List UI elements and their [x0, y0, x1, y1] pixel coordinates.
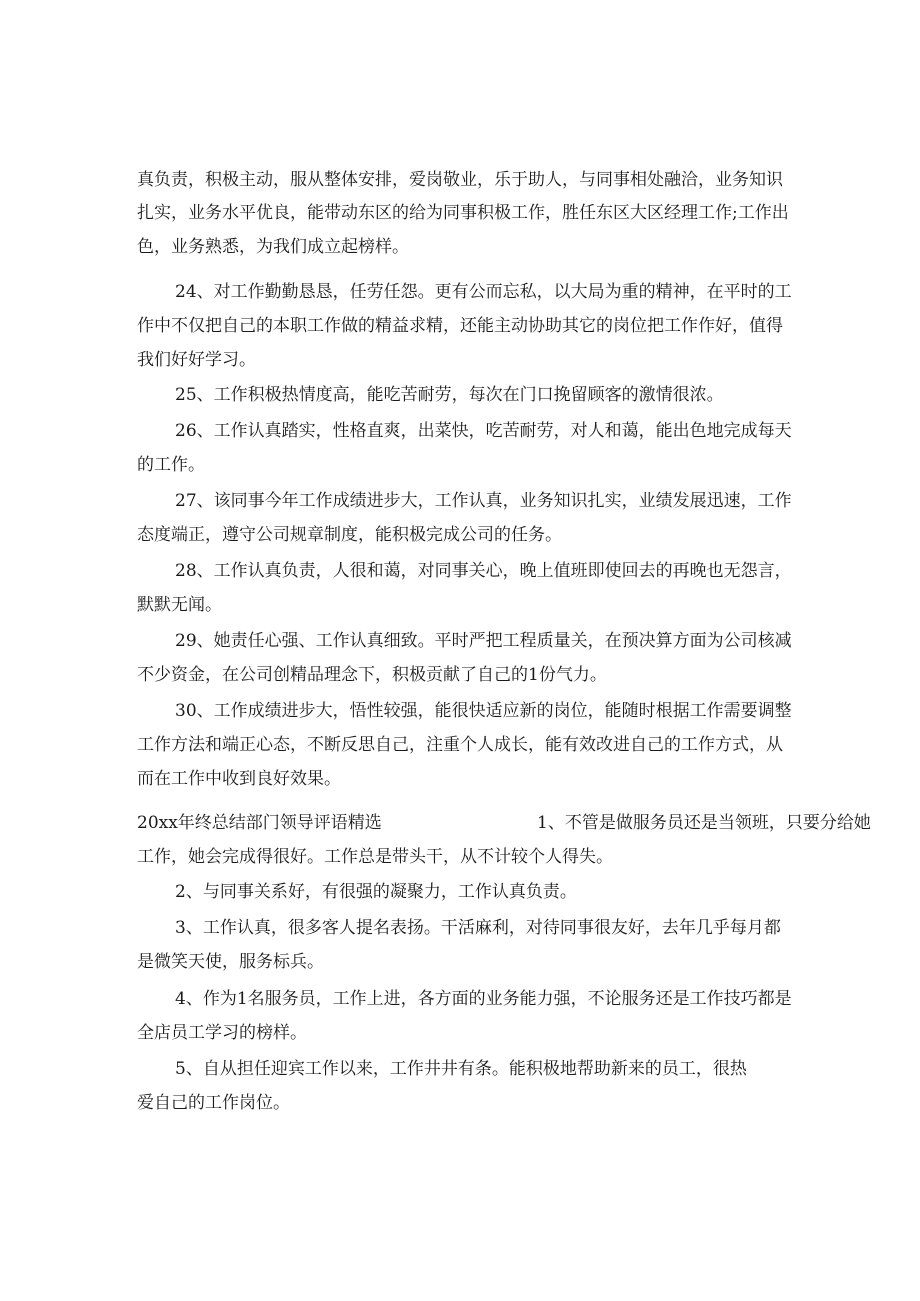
paragraph-26-line: 26、工作认真踏实，性格直爽，出菜快，吃苦耐劳，对人和蔼，能出色地完成每天 [175, 421, 792, 441]
text-line: 扎实，业务水平优良，能带动东区的给为同事积极工作，胜任东区大区经理工作;工作出 [137, 203, 789, 223]
text-line: 色，业务熟悉，为我们成立起榜样。 [137, 237, 409, 257]
item-2-line: 2、与同事关系好，有很强的凝聚力，工作认真负责。 [175, 882, 577, 902]
paragraph-27-line: 27、该同事今年工作成绩进步大，工作认真，业务知识扎实，业绩发展迅速，工作 [175, 491, 792, 511]
text-line: 是微笑天使，服务标兵。 [137, 952, 324, 972]
text-line: 的工作。 [137, 455, 205, 475]
text-line: 工作方法和端正心态，不断反思自己，注重个人成长，能有效改进自己的工作方式，从 [137, 735, 783, 755]
text-line: 不少资金，在公司创精品理念下，积极贡献了自己的1份气力。 [137, 665, 607, 685]
text-line: 全店员工学习的榜样。 [137, 1023, 307, 1043]
text-line: 作中不仅把自己的本职工作做的精益求精，还能主动协助其它的岗位把工作作好，值得 [137, 316, 783, 336]
paragraph-24-line: 24、对工作勤勤恳恳，任劳任怨。更有公而忘私，以大局为重的精神，在平时的工 [175, 282, 792, 302]
paragraph-29-line: 29、她责任心强、工作认真细致。平时严把工程质量关，在预决算方面为公司核减 [175, 631, 792, 651]
text-line: 工作，她会完成得很好。工作总是带头干，从不计较个人得失。 [137, 847, 613, 867]
paragraph-28-line: 28、工作认真负责，人很和蔼，对同事关心，晚上值班即使回去的再晚也无怨言， [175, 561, 792, 581]
paragraph-25-line: 25、工作积极热情度高，能吃苦耐劳，每次在门口挽留顾客的激情很浓。 [175, 385, 724, 405]
paragraph-30-line: 30、工作成绩进步大，悟性较强，能很快适应新的岗位，能随时根据工作需要调整 [175, 701, 792, 721]
text-line: 默默无闻。 [137, 595, 222, 615]
section-heading-line [137, 811, 871, 835]
text-line: 爱自己的工作岗位。 [137, 1093, 290, 1113]
section-heading: 20xx年终总结部门领导评语精选 [137, 813, 382, 833]
text-line: 而在工作中收到良好效果。 [137, 769, 341, 789]
item-3-line: 3、工作认真，很多客人提名表扬。干活麻利，对待同事很友好，去年几乎每月都 [175, 918, 781, 938]
text-line: 我们好好学习。 [137, 350, 256, 370]
item-4-line: 4、作为1名服务员，工作上进，各方面的业务能力强，不论服务还是工作技巧都是 [175, 989, 792, 1009]
item-1-start: 1、不管是做服务员还是当领班，只要分给她 [537, 813, 871, 833]
text-line: 态度端正，遵守公司规章制度，能积极完成公司的任务。 [137, 525, 562, 545]
item-5-line: 5、自从担任迎宾工作以来，工作井井有条。能积极地帮助新来的员工，很热 [175, 1059, 747, 1079]
text-line: 真负责，积极主动，服从整体安排，爱岗敬业，乐于助人，与同事相处融洽，业务知识 [137, 170, 783, 190]
